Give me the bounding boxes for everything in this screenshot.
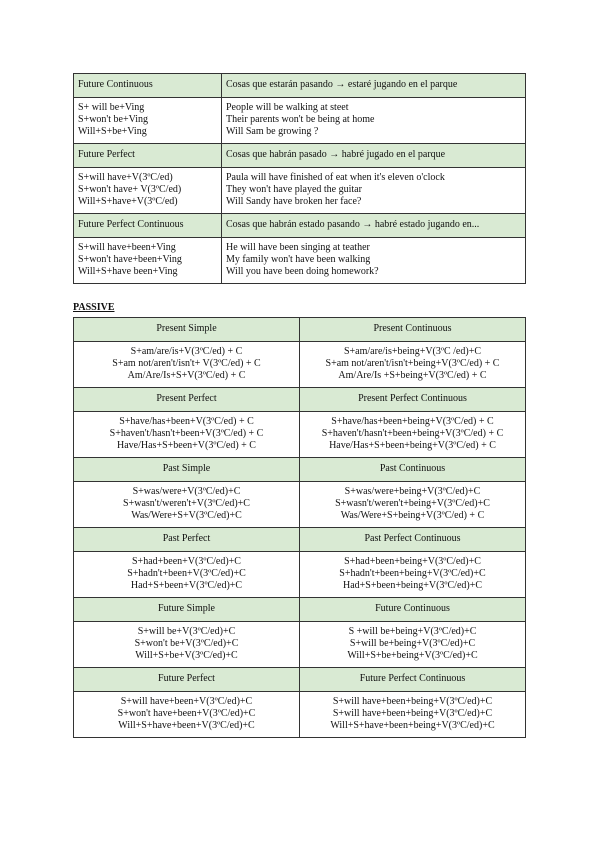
example-question: Will Sandy have broken her face? bbox=[226, 196, 362, 207]
tense-body-row bbox=[74, 482, 526, 528]
tense-body-row bbox=[74, 98, 526, 144]
tense-name: Present Simple bbox=[74, 318, 300, 342]
form-negative: S+won't be+V(3ºC/ed)+C bbox=[134, 638, 239, 649]
tense-body-row bbox=[74, 412, 526, 458]
tense-name: Present Continuous bbox=[300, 318, 526, 342]
tense-examples bbox=[222, 98, 526, 144]
form-negative: S+am not/aren't/isn't+ V(3ºC/ed) + C bbox=[112, 358, 261, 369]
tense-header-row bbox=[74, 144, 526, 168]
tense-body-row bbox=[74, 692, 526, 738]
form-affirmative: S+ will be+Ving bbox=[78, 102, 145, 113]
tense-name: Future Simple bbox=[74, 598, 300, 622]
tense-body-row bbox=[74, 552, 526, 598]
example-question: Will you have been doing homework? bbox=[226, 266, 379, 277]
form-question: Have/Has+S+been+being+V(3ºC/ed) + C bbox=[329, 440, 496, 451]
example-affirmative: People will be walking at steet bbox=[226, 102, 349, 113]
form-affirmative: S+am/are/is+being+V(3ºC /ed)+C bbox=[343, 346, 482, 357]
form-affirmative: S+will have+been+V(3ºC/ed)+C bbox=[120, 696, 253, 707]
tense-forms bbox=[74, 692, 300, 738]
form-question: Was/Were+S+being+V(3ºC/ed) + C bbox=[340, 510, 485, 521]
tense-name: Past Perfect Continuous bbox=[300, 528, 526, 552]
tense-name: Past Perfect bbox=[74, 528, 300, 552]
form-affirmative: S+have/has+been+being+V(3ºC/ed) + C bbox=[331, 416, 494, 427]
tense-name: Present Perfect Continuous bbox=[300, 388, 526, 412]
form-negative: S+won't have+been+V(3ºC/ed)+C bbox=[117, 708, 256, 719]
tense-body-row bbox=[74, 622, 526, 668]
form-question: Will+S+be+V(3ºC/ed)+C bbox=[135, 650, 238, 661]
tense-forms bbox=[300, 412, 526, 458]
tense-description: Cosas que estarán pasando → estaré jugando en el parque bbox=[222, 74, 526, 98]
tense-name: Present Perfect bbox=[74, 388, 300, 412]
tense-header-row bbox=[74, 528, 526, 552]
tense-forms bbox=[74, 168, 222, 214]
form-question: Will+S+have been+Ving bbox=[78, 266, 178, 277]
form-negative: S+won't have+been+Ving bbox=[78, 254, 182, 265]
form-negative: S+haven't/hasn't+been+V(3ºC/ed) + C bbox=[109, 428, 264, 439]
form-question: Will+S+be+being+V(3ºC/ed)+C bbox=[347, 650, 478, 661]
tense-header-row bbox=[74, 214, 526, 238]
example-affirmative: Paula will have finished of eat when it's eleven o'clock bbox=[226, 172, 445, 183]
tense-forms bbox=[300, 692, 526, 738]
tense-name: Future Perfect Continuous bbox=[300, 668, 526, 692]
tense-forms bbox=[74, 482, 300, 528]
tense-forms bbox=[300, 622, 526, 668]
tense-forms bbox=[74, 238, 222, 284]
tense-description: Cosas que habrán estado pasando → habré estado jugando en... bbox=[222, 214, 526, 238]
form-question: Am/Are/Is +S+being+V(3ºC/ed) + C bbox=[338, 370, 487, 381]
form-question: Have/Has+S+been+V(3ºC/ed) + C bbox=[117, 440, 256, 451]
form-question: Am/Are/Is+S+V(3ºC/ed) + C bbox=[127, 370, 246, 381]
tense-forms bbox=[300, 342, 526, 388]
tense-name: Past Simple bbox=[74, 458, 300, 482]
tense-header-row bbox=[74, 388, 526, 412]
tense-forms bbox=[74, 98, 222, 144]
tense-name: Past Continuous bbox=[300, 458, 526, 482]
form-negative: S+won't be+Ving bbox=[78, 114, 148, 125]
tense-forms bbox=[74, 622, 300, 668]
example-affirmative: He will have been singing at teather bbox=[226, 242, 370, 253]
tense-forms bbox=[74, 342, 300, 388]
tense-examples bbox=[222, 168, 526, 214]
form-affirmative: S+will have+been+being+V(3ºC/ed)+C bbox=[332, 696, 493, 707]
form-question: Will+S+be+Ving bbox=[78, 126, 147, 137]
form-question: Will+S+have+been+being+V(3ºC/ed)+C bbox=[330, 720, 495, 731]
tense-forms bbox=[300, 552, 526, 598]
form-negative: S+hadn't+been+V(3ºC/ed)+C bbox=[127, 568, 246, 579]
active-tenses-table bbox=[73, 73, 526, 284]
form-question: Will+S+have+been+V(3ºC/ed)+C bbox=[118, 720, 255, 731]
tense-forms bbox=[74, 412, 300, 458]
tense-name: Future Perfect bbox=[74, 144, 222, 168]
tense-body-row bbox=[74, 342, 526, 388]
form-negative: S+am not/aren't/isn't+being+V(3ºC/ed) + C bbox=[325, 358, 500, 369]
form-affirmative: S+was/were+V(3ºC/ed)+C bbox=[132, 486, 241, 497]
tense-body-row bbox=[74, 238, 526, 284]
passive-tenses-table bbox=[73, 317, 526, 738]
form-affirmative: S+was/were+being+V(3ºC/ed)+C bbox=[344, 486, 481, 497]
tense-header-row bbox=[74, 74, 526, 98]
tense-header-row bbox=[74, 458, 526, 482]
form-affirmative: S+had+been+V(3ºC/ed)+C bbox=[132, 556, 241, 567]
tense-name: Future Perfect Continuous bbox=[74, 214, 222, 238]
example-question: Will Sam be growing ? bbox=[226, 126, 319, 137]
form-negative: S+will have+been+being+V(3ºC/ed)+C bbox=[332, 708, 493, 719]
form-negative: S+wasn't/weren't+being+V(3ºC/ed)+C bbox=[335, 498, 490, 509]
tense-name: Future Continuous bbox=[74, 74, 222, 98]
document-page bbox=[73, 73, 526, 738]
form-question: Was/Were+S+V(3ºC/ed)+C bbox=[131, 510, 242, 521]
example-negative: They won't have played the guitar bbox=[226, 184, 362, 195]
tense-name: Future Perfect bbox=[74, 668, 300, 692]
tense-examples bbox=[222, 238, 526, 284]
form-affirmative: S+have/has+been+V(3ºC/ed) + C bbox=[119, 416, 254, 427]
tense-forms bbox=[74, 552, 300, 598]
tense-description: Cosas que habrán pasado → habré jugado en el parque bbox=[222, 144, 526, 168]
form-question: Had+S+been+being+V(3ºC/ed)+C bbox=[342, 580, 483, 591]
form-question: Will+S+have+V(3ºC/ed) bbox=[78, 196, 178, 207]
tense-body-row bbox=[74, 168, 526, 214]
form-negative: S+won't have+ V(3ºC/ed) bbox=[78, 184, 182, 195]
form-negative: S+wasn't/weren't+V(3ºC/ed)+C bbox=[123, 498, 250, 509]
form-question: Had+S+been+V(3ºC/ed)+C bbox=[130, 580, 243, 591]
example-negative: My family won't have been walking bbox=[226, 254, 371, 265]
tense-name: Future Continuous bbox=[300, 598, 526, 622]
form-affirmative: S+am/are/is+V(3ºC/ed) + C bbox=[130, 346, 243, 357]
example-negative: Their parents won't be being at home bbox=[226, 114, 375, 125]
form-affirmative: S+will have+been+Ving bbox=[78, 242, 176, 253]
form-affirmative: S +will be+being+V(3ºC/ed)+C bbox=[348, 626, 477, 637]
form-affirmative: S+had+been+being+V(3ºC/ed)+C bbox=[344, 556, 481, 567]
form-affirmative: S+will be+V(3ºC/ed)+C bbox=[137, 626, 236, 637]
form-affirmative: S+will have+V(3ºC/ed) bbox=[78, 172, 173, 183]
form-negative: S+will be+being+V(3ºC/ed)+C bbox=[349, 638, 476, 649]
form-negative: S+hadn't+been+being+V(3ºC/ed)+C bbox=[339, 568, 486, 579]
tense-header-row bbox=[74, 598, 526, 622]
passive-section-title: PASSIVE bbox=[73, 302, 115, 313]
tense-header-row bbox=[74, 318, 526, 342]
tense-header-row bbox=[74, 668, 526, 692]
form-negative: S+haven't/hasn't+been+being+V(3ºC/ed) + C bbox=[321, 428, 504, 439]
tense-forms bbox=[300, 482, 526, 528]
